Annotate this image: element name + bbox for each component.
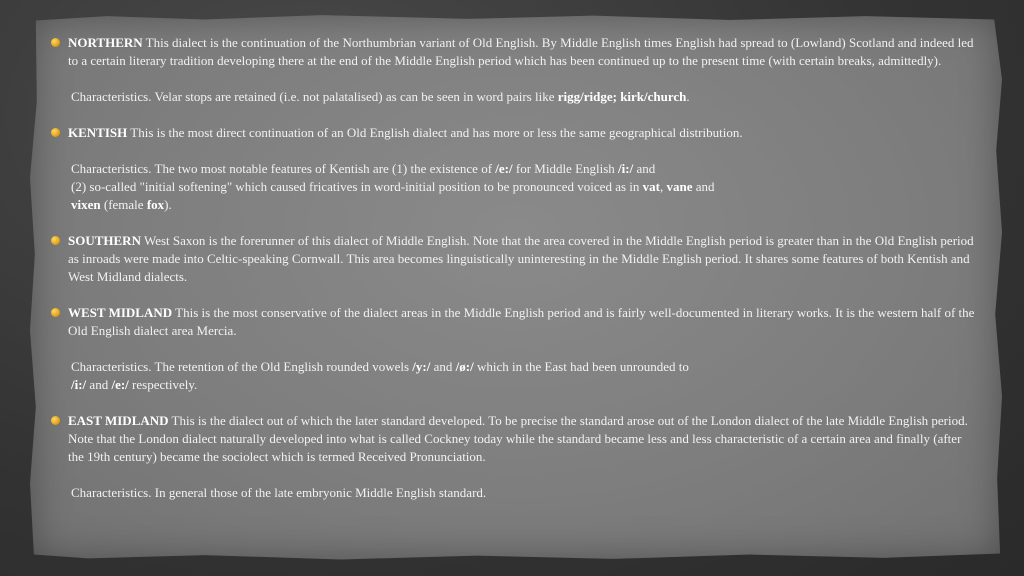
east-midland-term: EAST MIDLAND [68,413,169,428]
bullet-icon [51,308,60,317]
northern-char-suffix: . [686,89,690,104]
text-span: respectively. [128,377,198,392]
northern-characteristics [68,88,978,106]
text-span: (female [100,197,147,212]
list-item-east-midland [48,412,978,502]
west-midland-paragraph [68,304,978,340]
northern-term: NORTHERN [68,35,143,50]
east-midland-characteristics [68,484,978,502]
phoneme: /i:/ [618,161,634,176]
text-span: ). [164,197,172,212]
text-span: (2) so-called "initial softening" which caused fricatives in word-initial position to be pronounced voiced as in [71,179,643,194]
spacer [68,70,978,88]
kentish-term: KENTISH [68,125,128,140]
kentish-characteristics [68,160,978,214]
kentish-char-line-2 [71,178,978,196]
slide-content [48,34,978,502]
west-midland-text: This is the most conservative of the dialect areas in the Middle English period and is fairly well-documented in literary works. It is the western half of the Old English dialect area Mercia. [68,305,975,338]
bullet-icon [51,38,60,47]
phoneme: /ø:/ [455,359,474,374]
text-span: and [692,179,715,194]
example-word: vane [666,179,693,194]
example-word: vixen [71,197,101,212]
example-word: vat [642,179,660,194]
bullet-icon [51,416,60,425]
spacer [68,142,978,160]
list-item-southern [48,232,978,286]
text-span: Characteristics. The two most notable features of Kentish are (1) the existence of [71,161,496,176]
text-span: and [633,161,656,176]
west-midland-char-line-1 [71,358,978,376]
kentish-text: This is the most direct continuation of an Old English dialect and has more or less the same geographical distribution. [127,125,743,140]
spacer [68,466,978,484]
spacer [48,106,978,124]
list-item-kentish [48,124,978,214]
text-span: and [86,377,112,392]
east-midland-paragraph [68,412,978,466]
west-midland-char-line-2 [71,376,978,394]
west-midland-term: WEST MIDLAND [68,305,173,320]
southern-term: SOUTHERN [68,233,141,248]
southern-paragraph [68,232,978,286]
phoneme: /e:/ [111,377,129,392]
northern-char-prefix: Characteristics. Velar stops are retained (i.e. not palatalised) as can be seen in word pairs like [71,89,558,104]
bullet-icon [51,128,60,137]
spacer [48,394,978,412]
west-midland-characteristics [68,358,978,394]
phoneme: /y:/ [412,359,431,374]
list-item-northern [48,34,978,106]
northern-paragraph [68,34,978,70]
east-midland-char-line: Characteristics. In general those of the late embryonic Middle English standard. [71,485,487,500]
kentish-char-line-1 [71,160,978,178]
southern-text: West Saxon is the forerunner of this dialect of Middle English. Note that the area covered in the Middle English period is greater than in the Old English period as inroads were made into Celtic-speaking Cornwall. This area becomes linguistically uninteresting in the Middle English period. It shares some features of both Kentish and West Midland dialects. [68,233,974,284]
phoneme: /e:/ [495,161,513,176]
text-span: and [430,359,456,374]
phoneme: /i:/ [71,377,87,392]
northern-char-examples: rigg/ridge; kirk/church [557,89,687,104]
spacer [48,286,978,304]
text-span: Characteristics. The retention of the Old English rounded vowels [71,359,413,374]
text-span: for Middle English [512,161,619,176]
bullet-icon [51,236,60,245]
spacer [68,340,978,358]
northern-text: This dialect is the continuation of the Northumbrian variant of Old English. By Middle English times English had spread to (Lowland) Scotland and indeed led to a certain literary tradition developing there at the end of the Middle English period which has been continued up to the present time (with certain breaks, admittedly). [68,35,974,68]
list-item-west-midland [48,304,978,394]
text-span: which in the East had been unrounded to [473,359,689,374]
example-word: fox [146,197,165,212]
kentish-char-line-3 [71,196,978,214]
east-midland-text: This is the dialect out of which the later standard developed. To be precise the standard arose out of the London dialect of the late Middle English period. Note that the London dialect naturally developed into what is called Cockney today while the standard became less and less characteristic of a certain area and finally (after the 19th century) became the sociolect which is termed Received Pronunciation. [68,413,968,464]
kentish-paragraph [68,124,978,142]
text-span: , [659,179,667,194]
spacer [48,214,978,232]
northern-char-line [71,88,978,106]
